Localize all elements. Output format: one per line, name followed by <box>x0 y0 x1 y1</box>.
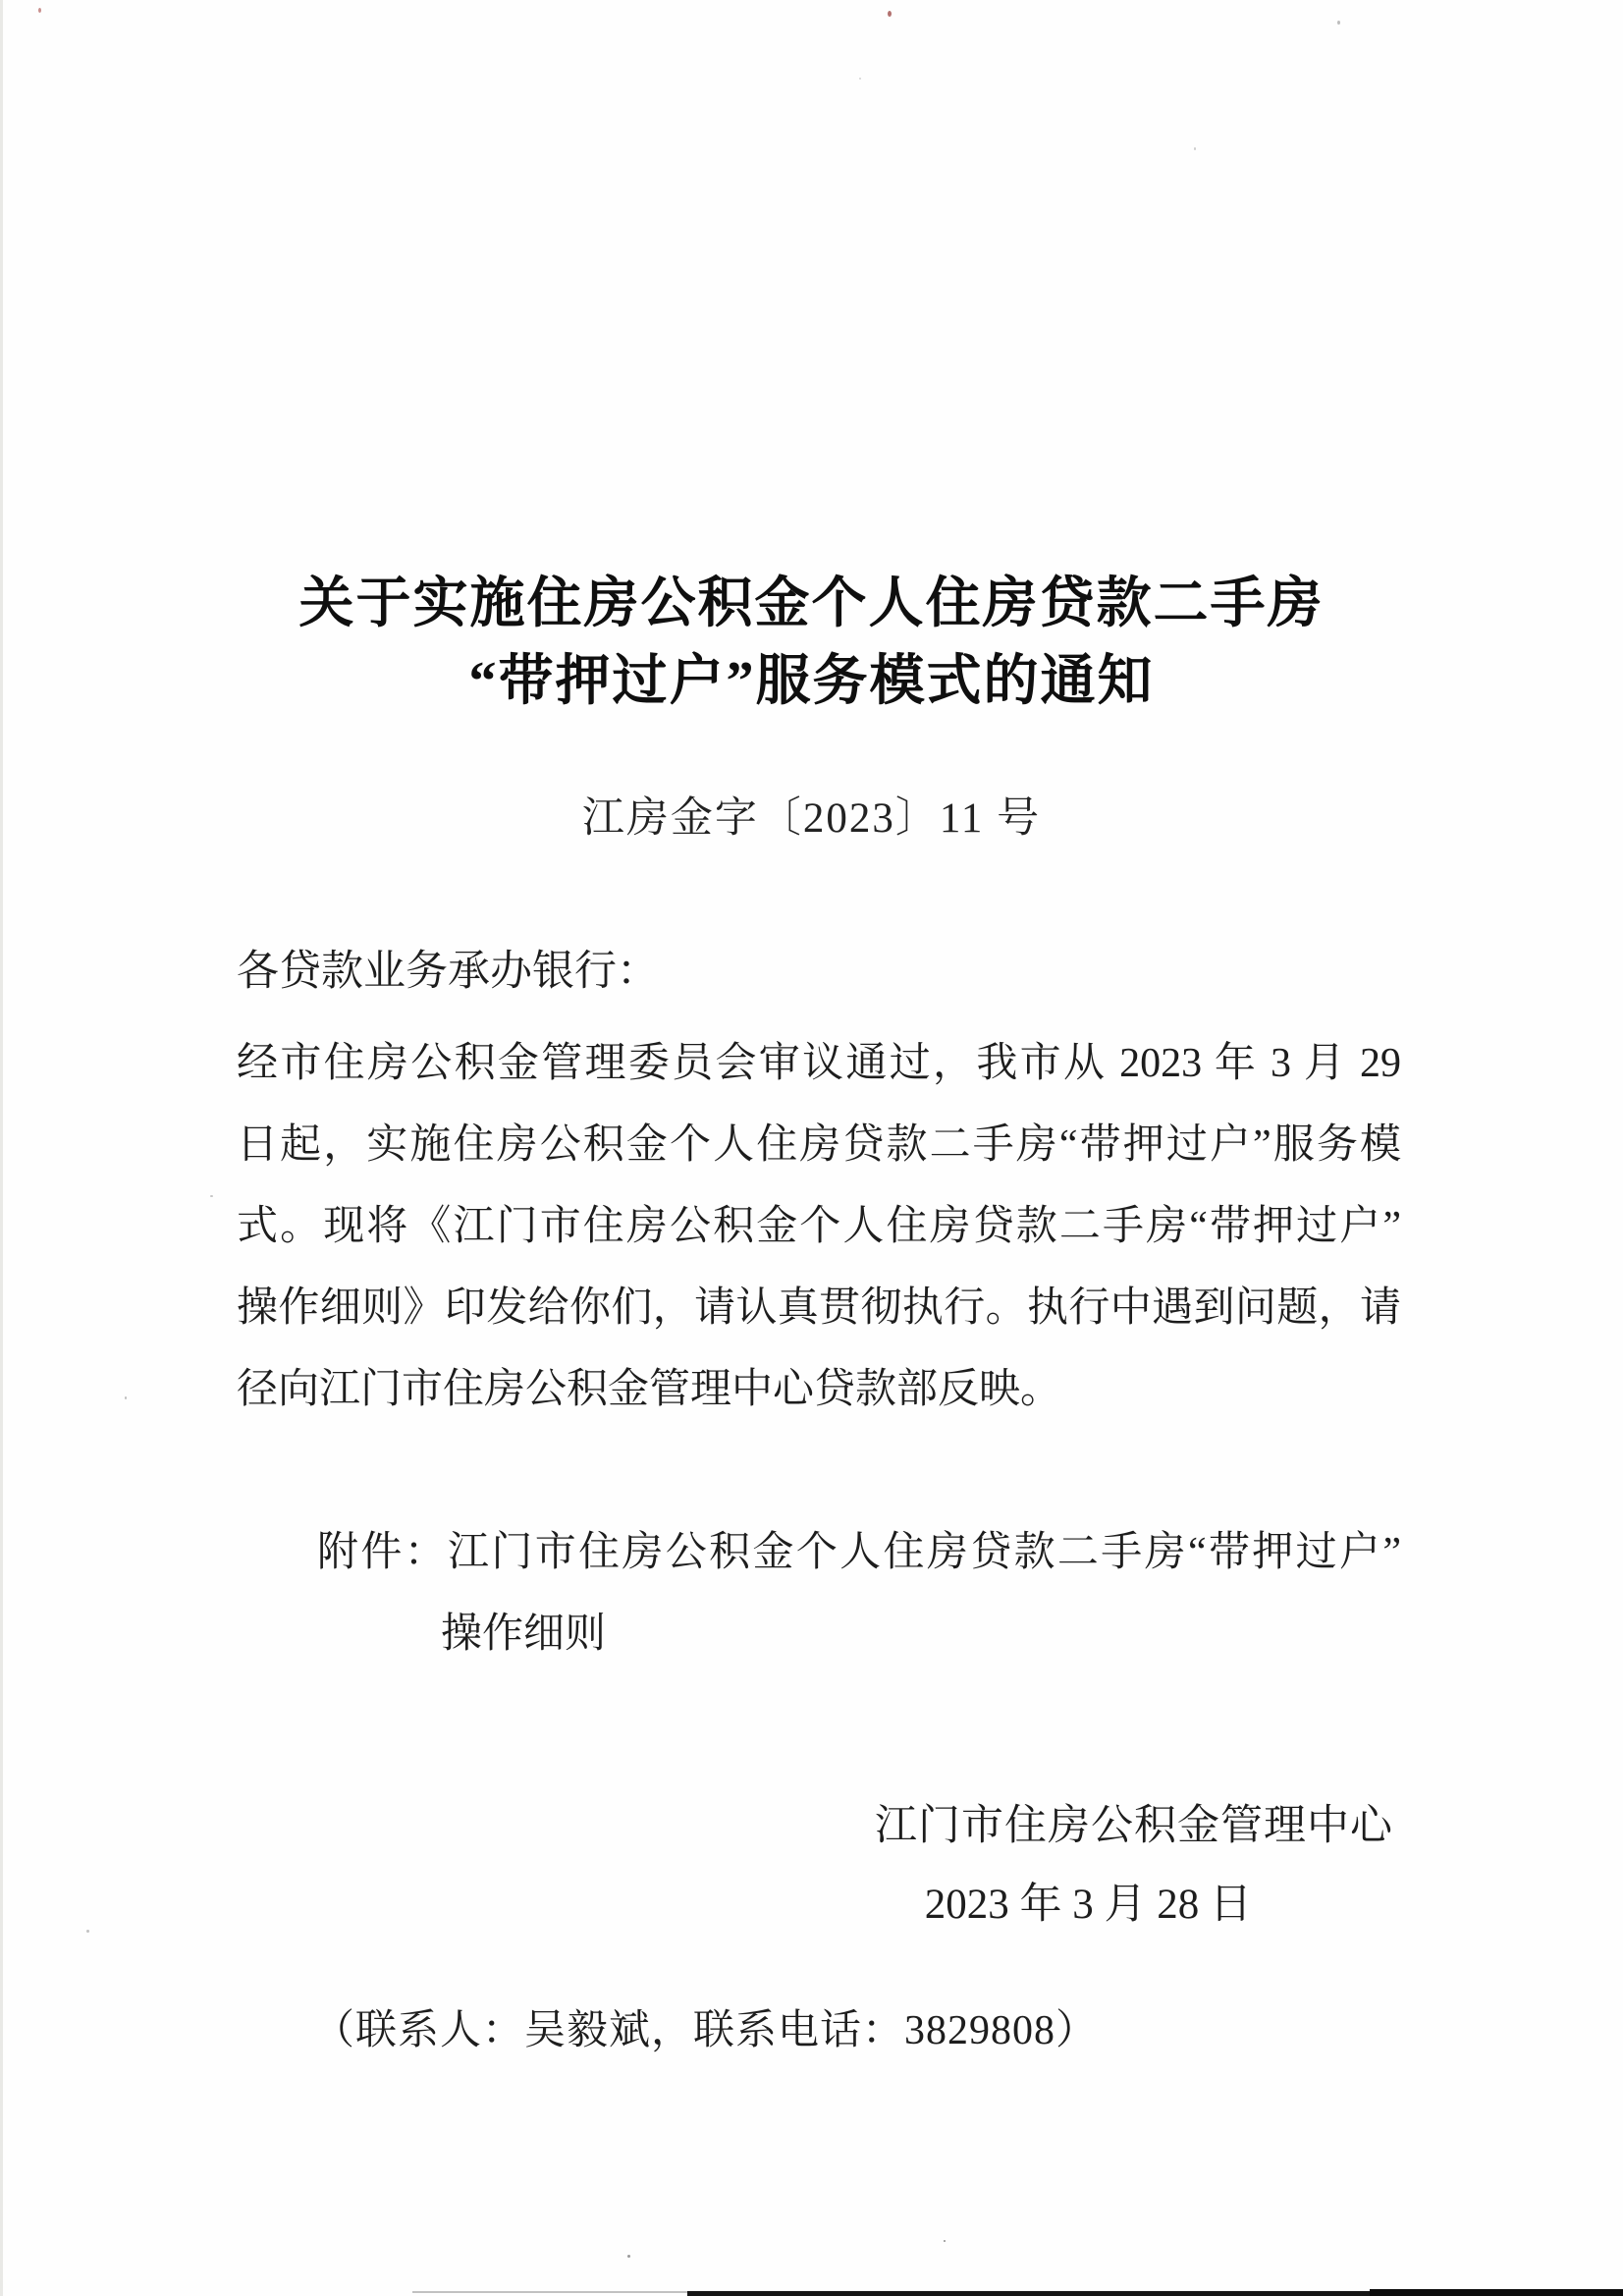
body-line-1: 经市住房公积金管理委员会审议通过，我市从 2023 年 3 月 29 <box>237 1041 1401 1086</box>
scan-speck <box>944 2240 946 2242</box>
body-line-5: 径向江门市住房公积金管理中心贷款部反映。 <box>237 1367 1062 1412</box>
scan-speck <box>38 8 41 13</box>
attachment-line-1: 附件：江门市住房公积金个人住房贷款二手房“带押过户” <box>317 1530 1401 1575</box>
scan-speck <box>125 1396 127 1399</box>
scan-speck <box>627 2255 630 2258</box>
body-line-3: 式。现将《江门市住房公积金个人住房贷款二手房“带押过户” <box>237 1204 1401 1249</box>
document-number: 江房金字〔2023〕11 号 <box>581 795 1042 842</box>
contact-info: （联系人：吴毅斌，联系电话：3829808） <box>313 2008 1099 2053</box>
signature-block <box>237 1787 1401 1944</box>
signature-date: 2023 年 3 月 28 日 <box>924 1882 1252 1928</box>
scan-speck <box>859 78 861 80</box>
body-line-2: 日起，实施住房公积金个人住房贷款二手房“带押过户”服务模 <box>237 1122 1401 1168</box>
body-line-4: 操作细则》印发给你们，请认真贯彻执行。执行中遇到问题，请 <box>237 1285 1401 1331</box>
scan-bottom-line-artifact <box>1370 2289 1623 2296</box>
scan-speck <box>86 1930 89 1933</box>
document-title <box>0 566 1623 721</box>
document-title-line-2: “带押过户”服务模式的通知 <box>468 651 1155 712</box>
scan-bottom-line-artifact <box>412 2291 692 2293</box>
attachment-section <box>237 1512 1401 1675</box>
document-title-line-1: 关于实施住房公积金个人住房贷款二手房 <box>298 574 1325 634</box>
scan-speck <box>888 11 892 17</box>
scan-speck <box>210 1195 213 1197</box>
attachment-line-2: 操作细则 <box>441 1612 607 1657</box>
salutation: 各贷款业务承办银行： <box>237 949 659 995</box>
scan-speck <box>1194 147 1196 150</box>
scan-speck <box>1337 21 1340 25</box>
body-paragraph <box>237 1023 1401 1431</box>
scan-edge-artifact <box>0 0 3 2296</box>
signature-organization: 江门市住房公积金管理中心 <box>875 1803 1393 1849</box>
